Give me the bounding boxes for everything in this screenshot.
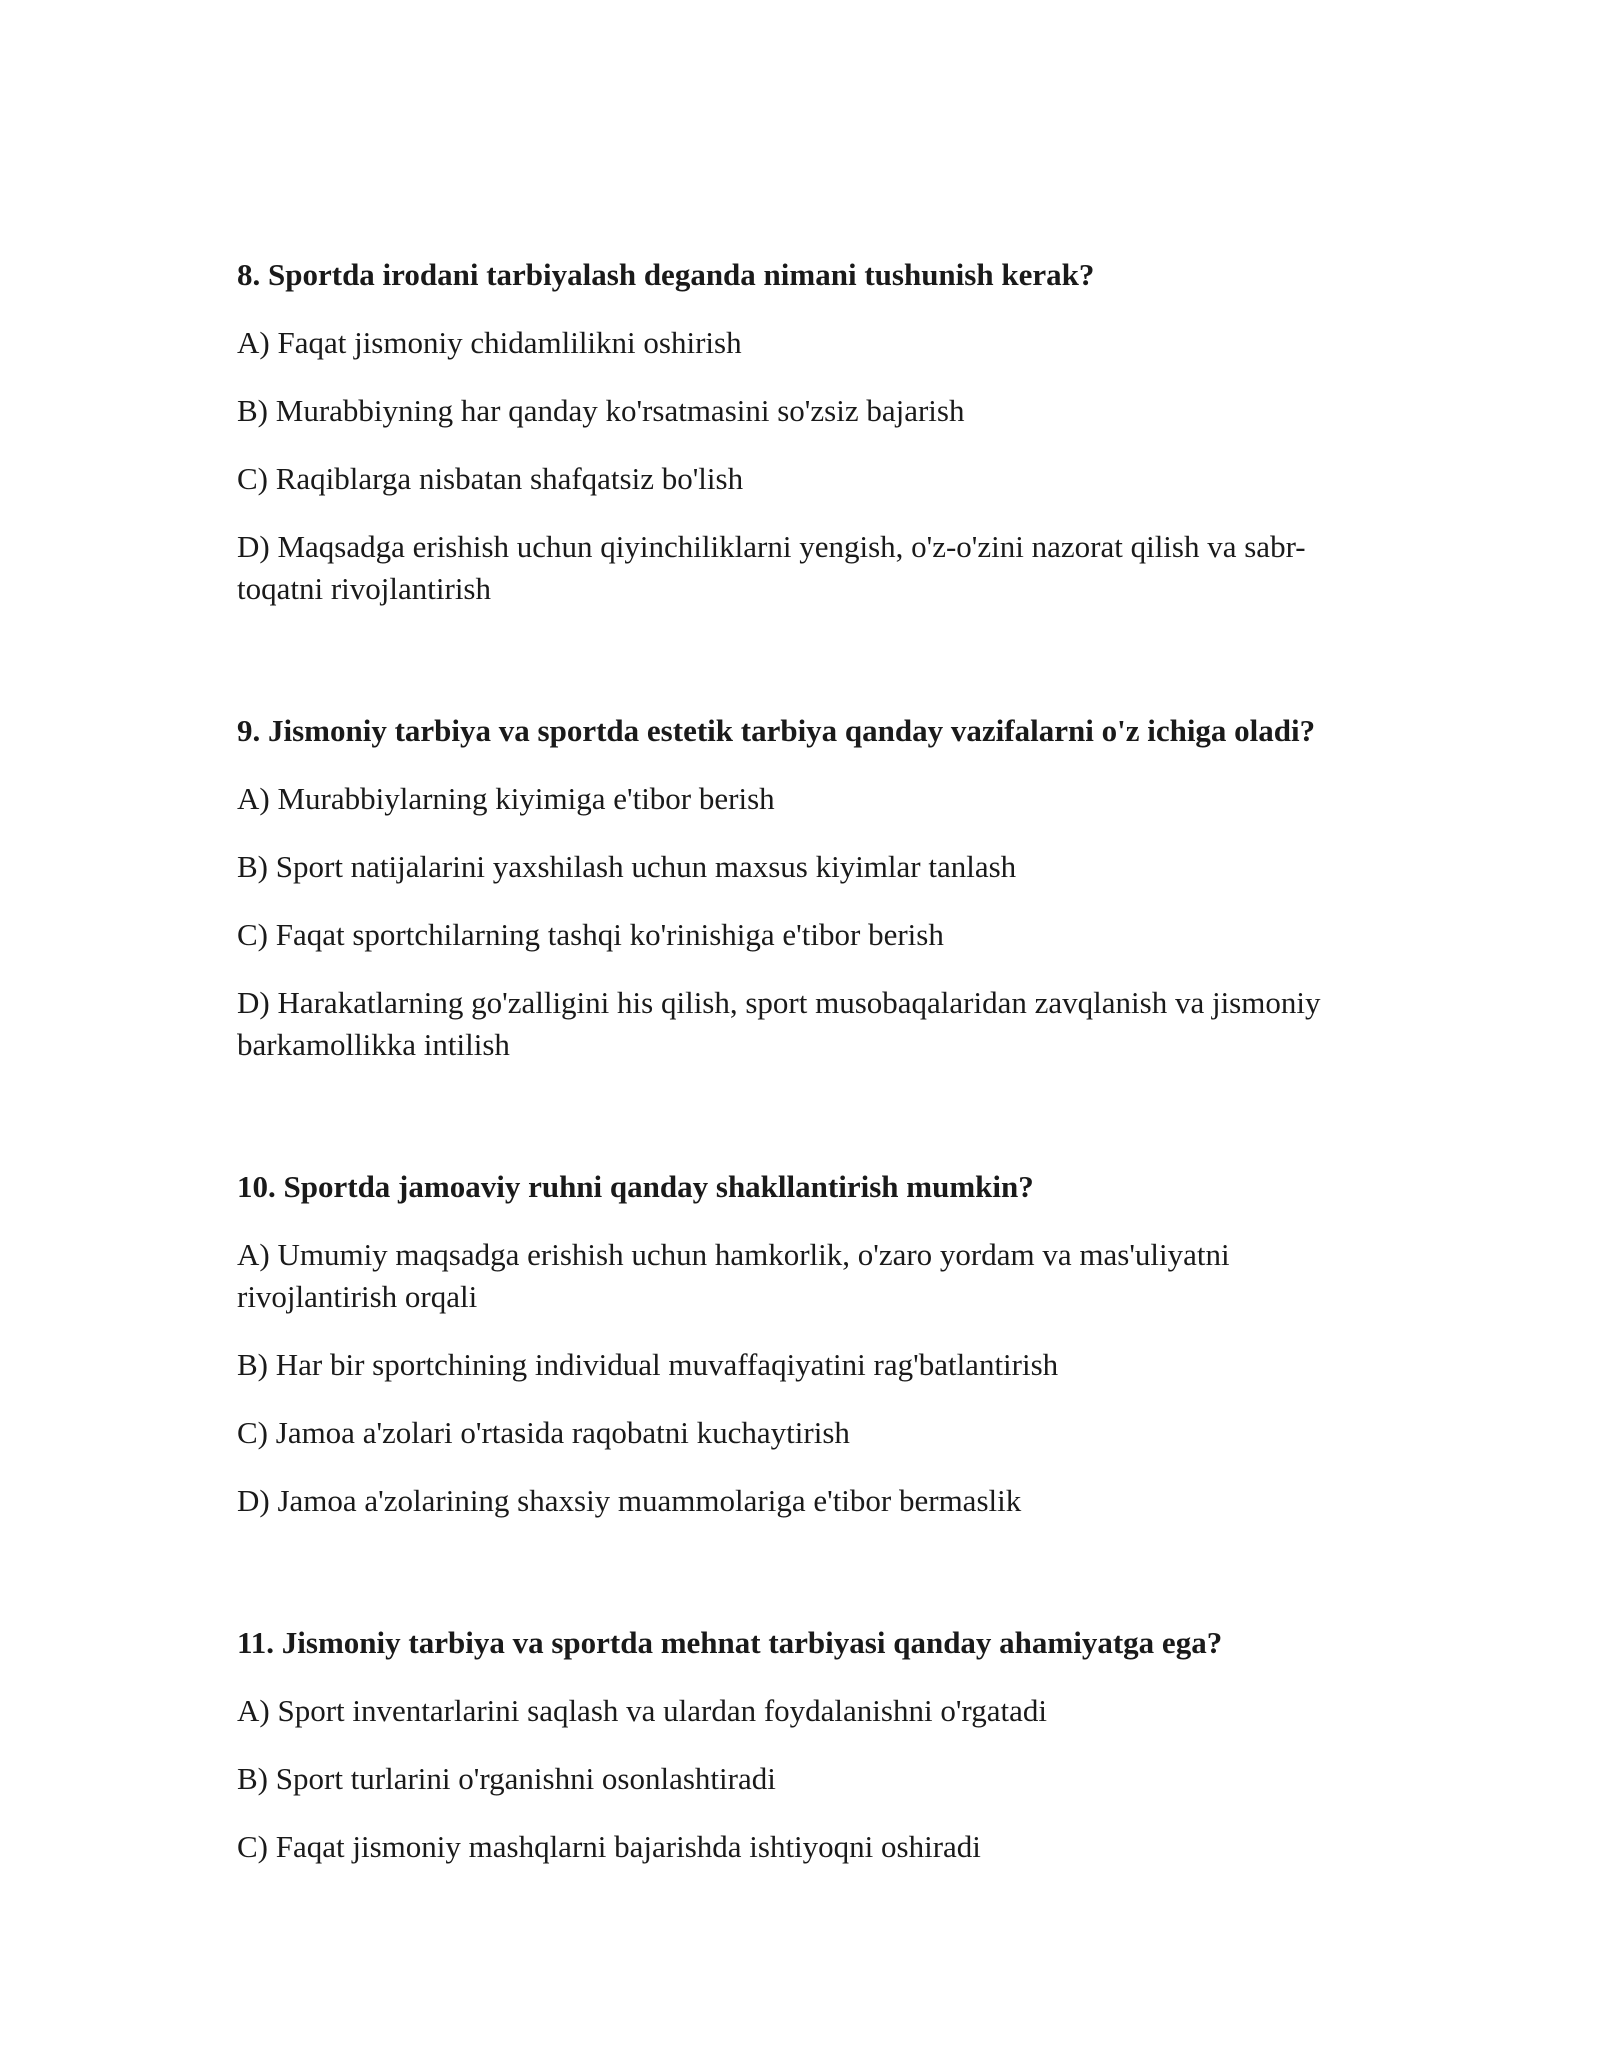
- option-b: B) Sport turlarini o'rganishni osonlashtiradi: [237, 1761, 776, 1796]
- option-a: A) Sport inventarlarini saqlash va ulardan foydalanishni o'rgatadi: [237, 1693, 1047, 1728]
- option-b: B) Har bir sportchining individual muvaffaqiyatini rag'batlantirish: [237, 1347, 1059, 1382]
- question-title: 11. Jismoniy tarbiya va sportda mehnat tarbiyasi qanday ahamiyatga ega?: [237, 1625, 1223, 1660]
- question-title: 9. Jismoniy tarbiya va sportda estetik tarbiya qanday vazifalarni o'z ichiga oladi?: [237, 713, 1316, 748]
- option-c: C) Raqiblarga nisbatan shafqatsiz bo'lish: [237, 461, 744, 496]
- option-a: A) Umumiy maqsadga erishish uchun hamkorlik, o'zaro yordam va mas'uliyatni rivojlantirish orqali: [237, 1237, 1230, 1314]
- option-a: A) Faqat jismoniy chidamlilikni oshirish: [237, 325, 742, 360]
- option-d: D) Harakatlarning go'zalligini his qilish, sport musobaqalaridan zavqlanish va jismoniy barkamollikka intilish: [237, 985, 1321, 1062]
- question-11: [237, 1622, 1357, 1868]
- question-9: [237, 710, 1357, 1066]
- question-10: [237, 1166, 1357, 1522]
- question-title: 10. Sportda jamoaviy ruhni qanday shakllantirish mumkin?: [237, 1169, 1034, 1204]
- document-page: [237, 254, 1357, 1868]
- option-b: B) Murabbiyning har qanday ko'rsatmasini so'zsiz bajarish: [237, 393, 965, 428]
- option-b: B) Sport natijalarini yaxshilash uchun maxsus kiyimlar tanlash: [237, 849, 1017, 884]
- option-c: C) Jamoa a'zolari o'rtasida raqobatni kuchaytirish: [237, 1415, 850, 1450]
- option-a: A) Murabbiylarning kiyimiga e'tibor berish: [237, 781, 775, 816]
- option-c: C) Faqat sportchilarning tashqi ko'rinishiga e'tibor berish: [237, 917, 944, 952]
- option-c: C) Faqat jismoniy mashqlarni bajarishda ishtiyoqni oshiradi: [237, 1829, 981, 1864]
- question-title: 8. Sportda irodani tarbiyalash deganda nimani tushunish kerak?: [237, 257, 1095, 292]
- question-8: [237, 254, 1357, 610]
- option-d: D) Jamoa a'zolarining shaxsiy muammolariga e'tibor bermaslik: [237, 1483, 1022, 1518]
- option-d: D) Maqsadga erishish uchun qiyinchiliklarni yengish, o'z-o'zini nazorat qilish va sabr-toqatni rivojlantirish: [237, 529, 1306, 606]
